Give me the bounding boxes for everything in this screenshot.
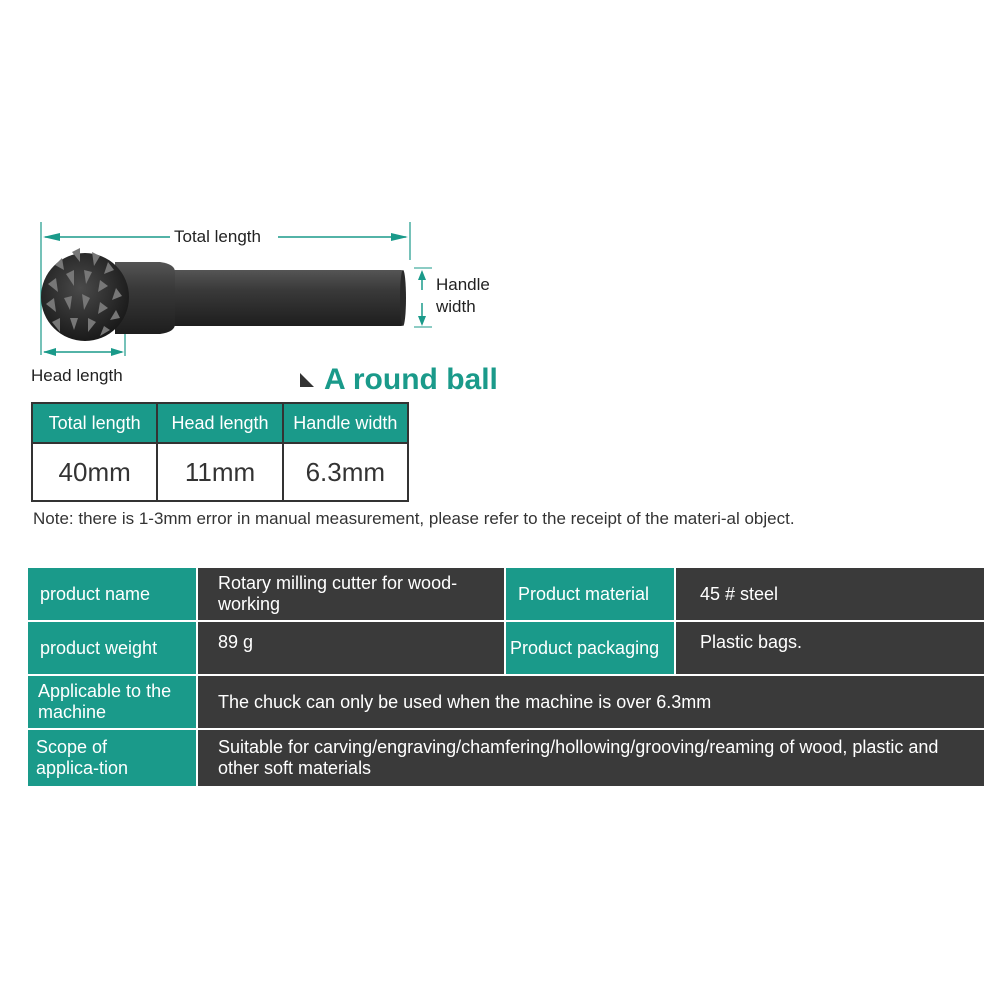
product-name-value: Rotary milling cutter for wood-working (198, 568, 504, 620)
product-material-value: 45 # steel (676, 568, 984, 620)
product-weight-label: product weight (28, 622, 196, 674)
spec-table (31, 402, 409, 502)
spec-table-header-row (32, 403, 408, 443)
product-material-label: Product material (506, 568, 674, 620)
spec-value-total-length: 40mm (32, 443, 157, 501)
product-weight-value: 89 g (198, 622, 504, 674)
cutter-shank (172, 270, 404, 326)
product-packaging-label: Product packaging (506, 622, 674, 674)
total-length-label: Total length (174, 227, 261, 246)
spec-header-total-length: Total length (32, 403, 157, 443)
head-length-label: Head length (31, 366, 123, 385)
spec-header-head-length: Head length (157, 403, 282, 443)
title-row (300, 362, 498, 398)
spec-value-head-length: 11mm (157, 443, 282, 501)
spec-header-handle-width: Handle width (283, 403, 408, 443)
title-marker-icon (300, 373, 314, 387)
product-diagram (0, 0, 1000, 400)
info-table (28, 568, 984, 786)
applicable-machine-value: The chuck can only be used when the machine is over 6.3mm (198, 676, 984, 728)
handle-width-label: Handle width (436, 275, 490, 316)
scope-of-application-value: Suitable for carving/engraving/chamfering/hollowing/grooving/reaming of wood, plastic and other soft materials (198, 730, 984, 786)
applicable-machine-label: Applicable to the machine (28, 676, 196, 728)
spec-value-handle-width: 6.3mm (283, 443, 408, 501)
measurement-note: Note: there is 1-3mm error in manual measurement, please refer to the receipt of the materi-al object. (33, 509, 795, 528)
page-title: A round ball (324, 363, 498, 396)
scope-of-application-label: Scope of applica-tion (28, 730, 196, 786)
product-name-label: product name (28, 568, 196, 620)
cutter-drawing (0, 0, 1000, 400)
product-packaging-value: Plastic bags. (676, 622, 984, 674)
spec-table-value-row (32, 443, 408, 501)
